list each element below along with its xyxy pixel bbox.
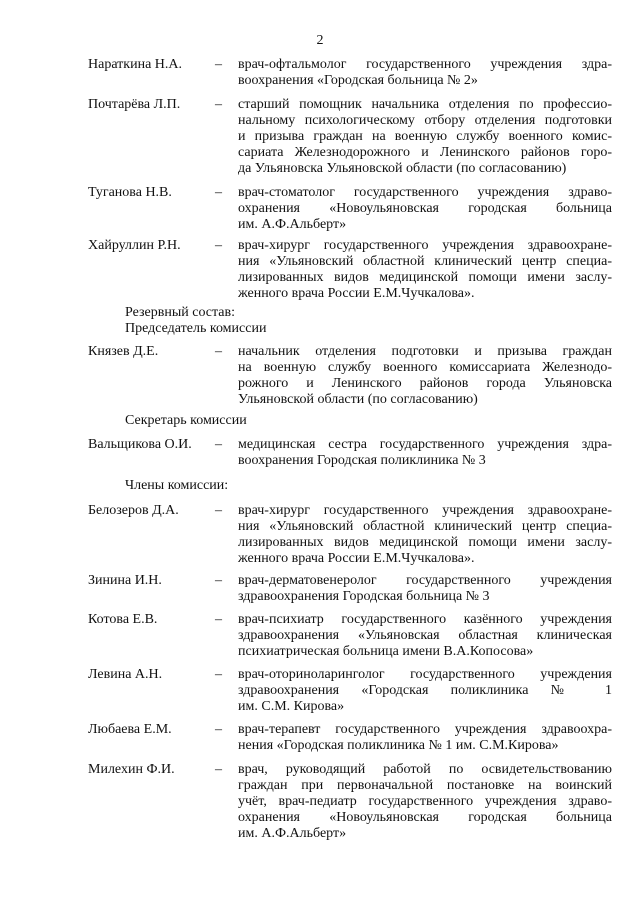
position-line: воохранения «Городская больница № 2» <box>238 73 478 88</box>
person-name: Любаева Е.М. <box>88 722 172 737</box>
position-line: охранения «Новоульяновская городская больница <box>238 810 612 825</box>
dash-separator: – <box>215 238 222 253</box>
position-line: врач-оториноларинголог государственного учреждения <box>238 667 612 682</box>
position-line: женного врача России Е.М.Чучкалова». <box>238 551 475 566</box>
position-line: нальному психологическому отбору отделения подготовки <box>238 113 612 128</box>
person-name: Вальщикова О.И. <box>88 437 192 452</box>
person-position <box>238 238 612 302</box>
chairman-heading: Председатель комиссии <box>125 321 267 336</box>
position-line: сариата Железнодорожного и Ленинского районов горо- <box>238 145 612 160</box>
position-line: старший помощник начальника отделения по профессио- <box>238 97 612 112</box>
person-position <box>238 612 612 660</box>
position-line: врач-терапевт государственного учреждения здравоохра- <box>238 722 612 737</box>
person-position <box>238 573 612 605</box>
dash-separator: – <box>215 573 222 588</box>
position-line: врач-офтальмолог государственного учреждения здра- <box>238 57 612 72</box>
dash-separator: – <box>215 612 222 627</box>
person-name: Котова Е.В. <box>88 612 158 627</box>
position-line: здравоохранения Городская больница № 3 <box>238 589 490 604</box>
reserve-heading: Резервный состав: <box>125 305 236 320</box>
position-line: медицинская сестра государственного учреждения здра- <box>238 437 612 452</box>
person-name: Нараткина Н.А. <box>88 57 183 72</box>
position-line: здравоохранения «Городская поликлиника № 1 <box>238 683 612 698</box>
person-position <box>238 667 612 715</box>
position-line: ния «Ульяновский областной клинический центр специа- <box>238 254 612 269</box>
position-line: им. С.М. Кирова» <box>238 699 345 714</box>
position-line: лизированных видов медицинской помощи имени заслу- <box>238 270 612 285</box>
person-position <box>238 57 612 89</box>
person-name: Зинина И.Н. <box>88 573 162 588</box>
dash-separator: – <box>215 437 222 452</box>
position-line: врач-стоматолог государственного учреждения здраво- <box>238 185 612 200</box>
page-number: 2 <box>316 33 324 48</box>
person-position <box>238 503 612 567</box>
position-line: им. А.Ф.Альберт» <box>238 826 347 841</box>
position-line: им. А.Ф.Альберт» <box>238 217 347 232</box>
position-line: да Ульяновска Ульяновской области (по согласованию) <box>238 161 567 176</box>
person-name: Князев Д.Е. <box>88 344 159 359</box>
dash-separator: – <box>215 344 222 359</box>
dash-separator: – <box>215 57 222 72</box>
position-line: психиатрическая больница имени В.А.Копосова» <box>238 644 534 659</box>
dash-separator: – <box>215 503 222 518</box>
person-name: Белозеров Д.А. <box>88 503 179 518</box>
position-line: здравоохранения «Ульяновская областная клиническая <box>238 628 612 643</box>
position-line: воохранения Городская поликлиника № 3 <box>238 453 486 468</box>
position-line: нения «Городская поликлиника № 1 им. С.М.Кирова» <box>238 738 559 753</box>
person-position <box>238 185 612 233</box>
person-name: Хайруллин Р.Н. <box>88 238 181 253</box>
dash-separator: – <box>215 185 222 200</box>
secretary-heading: Секретарь комиссии <box>125 413 247 428</box>
position-line: Ульяновской области (по согласованию) <box>238 392 478 407</box>
position-line: ния «Ульяновский областной клинический центр специа- <box>238 519 612 534</box>
person-name: Туганова Н.В. <box>88 185 172 200</box>
position-line: рожного и Ленинского районов города Ульяновска <box>238 376 612 391</box>
person-name: Милехин Ф.И. <box>88 762 175 777</box>
person-position <box>238 97 612 177</box>
position-line: врач-хирург государственного учреждения здравоохране- <box>238 503 612 518</box>
position-line: начальник отделения подготовки и призыва граждан <box>238 344 612 359</box>
person-name: Левина А.Н. <box>88 667 163 682</box>
person-name: Почтарёва Л.П. <box>88 97 181 112</box>
position-line: охранения «Новоульяновская городская больница <box>238 201 612 216</box>
position-line: учёт, врач-педиатр государственного учреждения здраво- <box>238 794 612 809</box>
members-heading: Члены комиссии: <box>125 478 229 493</box>
dash-separator: – <box>215 722 222 737</box>
position-line: и призыва граждан на военную службу военного комис- <box>238 129 612 144</box>
person-position <box>238 722 612 754</box>
position-line: врач-хирург государственного учреждения здравоохране- <box>238 238 612 253</box>
person-position <box>238 762 612 842</box>
position-line: на военную службу военного комиссариата Железнодо- <box>238 360 612 375</box>
position-line: врач, руководящий работой по освидетельствованию <box>238 762 612 777</box>
position-line: врач-психиатр государственного казённого учреждения <box>238 612 612 627</box>
person-position <box>238 437 612 469</box>
position-line: врач-дерматовенеролог государственного учреждения <box>238 573 612 588</box>
person-position <box>238 344 612 408</box>
dash-separator: – <box>215 762 222 777</box>
position-line: граждан при первоначальной постановке на воинский <box>238 778 612 793</box>
dash-separator: – <box>215 667 222 682</box>
position-line: лизированных видов медицинской помощи имени заслу- <box>238 535 612 550</box>
position-line: женного врача России Е.М.Чучкалова». <box>238 286 475 301</box>
dash-separator: – <box>215 97 222 112</box>
